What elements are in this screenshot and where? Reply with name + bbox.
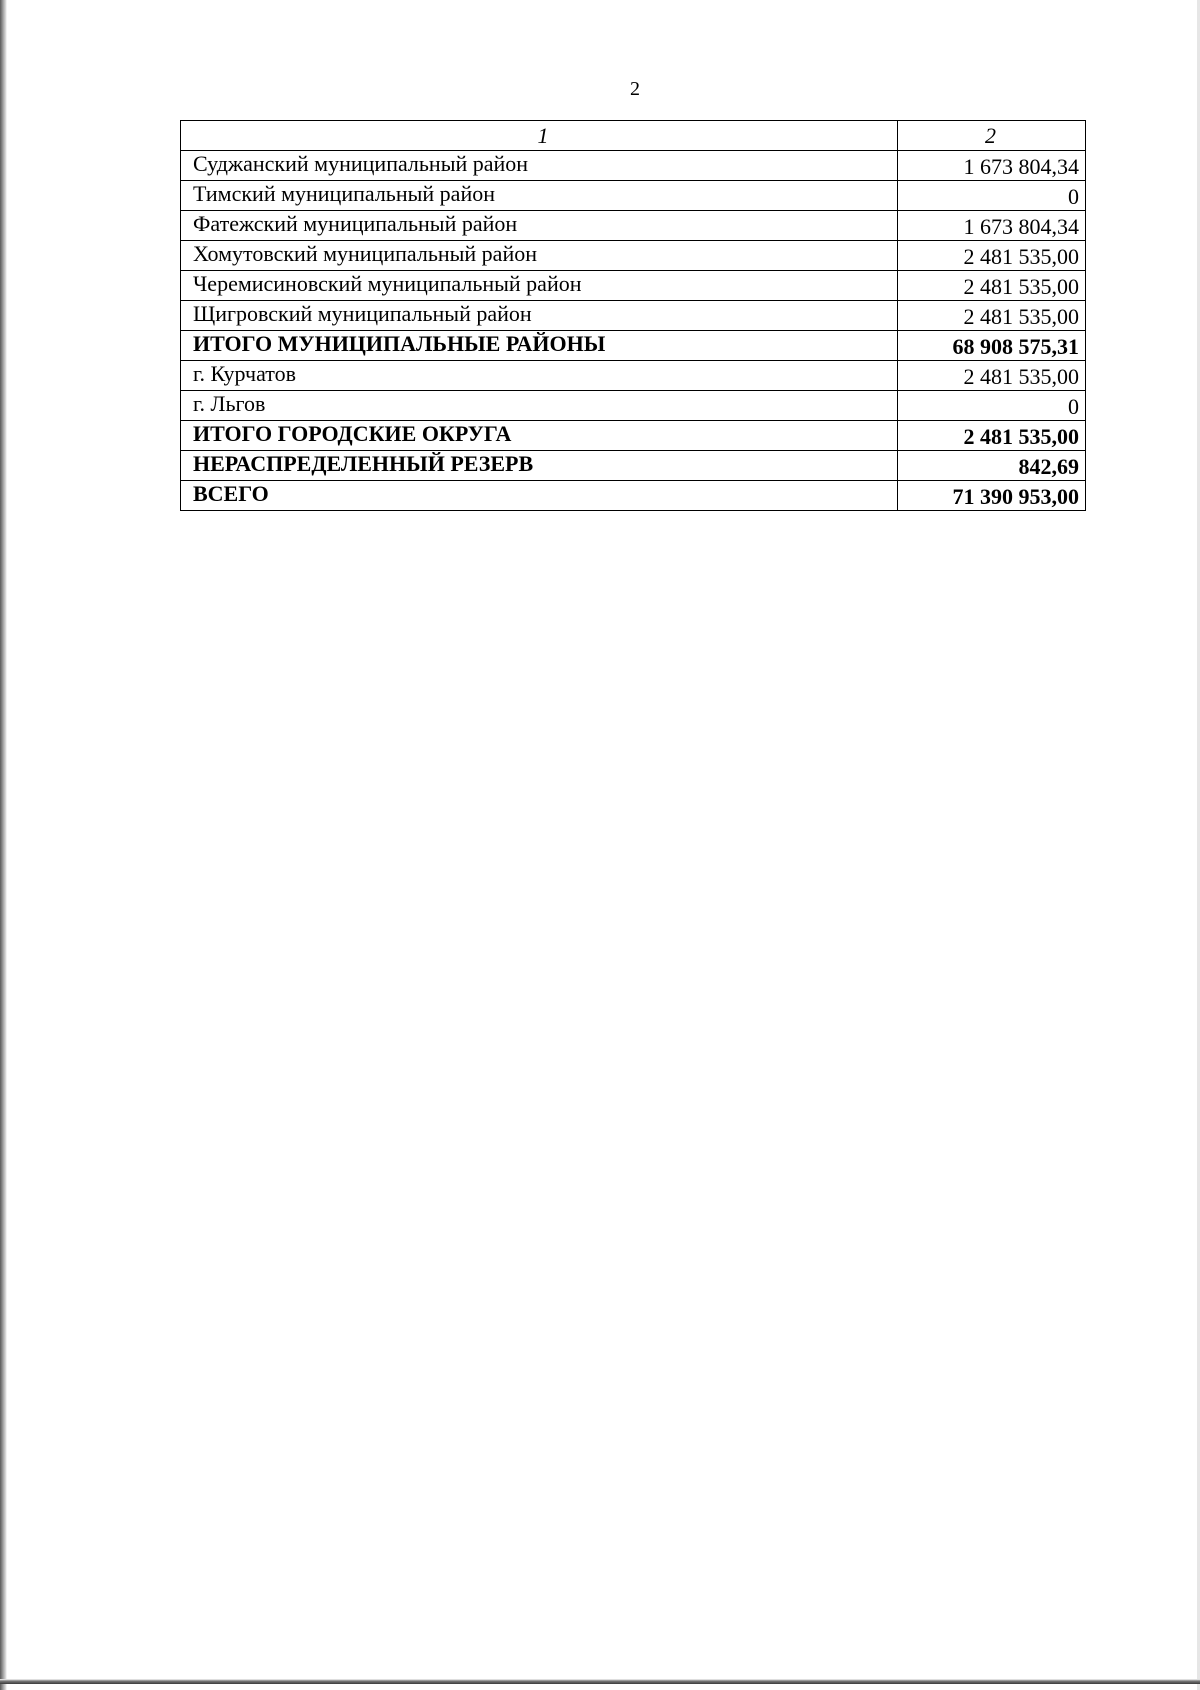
row-name: Фатежский муниципальный район [181,211,898,241]
table-row [181,391,1086,421]
column-header-1: 1 [181,121,898,151]
row-name: Хомутовский муниципальный район [181,241,898,271]
scan-edge-bottom [0,1679,1200,1684]
table-row [181,181,1086,211]
table-row [181,241,1086,271]
row-name: г. Льгов [181,391,898,421]
row-name: Тимский муниципальный район [181,181,898,211]
table-row [181,301,1086,331]
row-value: 1 673 804,34 [898,211,1086,241]
table-row [181,211,1086,241]
row-value: 71 390 953,00 [898,481,1086,511]
grand-total-row [181,481,1086,511]
row-value: 2 481 535,00 [898,421,1086,451]
table-row [181,151,1086,181]
table-header-row [181,121,1086,151]
scan-edge-left [0,0,7,1690]
row-name: Черемисиновский муниципальный район [181,271,898,301]
row-value: 0 [898,391,1086,421]
row-name: ВСЕГО [181,481,898,511]
column-header-2: 2 [898,121,1086,151]
row-name: Суджанский муниципальный район [181,151,898,181]
row-value: 2 481 535,00 [898,361,1086,391]
row-name: Щигровский муниципальный район [181,301,898,331]
row-name: г. Курчатов [181,361,898,391]
row-value: 0 [898,181,1086,211]
table-row [181,271,1086,301]
row-value: 2 481 535,00 [898,301,1086,331]
table-row [181,361,1086,391]
row-value: 1 673 804,34 [898,151,1086,181]
subtotal-row-municipal-districts [181,331,1086,361]
row-value: 68 908 575,31 [898,331,1086,361]
allocation-table [180,120,1086,511]
row-name: ИТОГО ГОРОДСКИЕ ОКРУГА [181,421,898,451]
row-value: 2 481 535,00 [898,241,1086,271]
row-value: 2 481 535,00 [898,271,1086,301]
subtotal-row-city-districts [181,421,1086,451]
unallocated-reserve-row [181,451,1086,481]
row-value: 842,69 [898,451,1086,481]
row-name: НЕРАСПРЕДЕЛЕННЫЙ РЕЗЕРВ [181,451,898,481]
row-name: ИТОГО МУНИЦИПАЛЬНЫЕ РАЙОНЫ [181,331,898,361]
page-number: 2 [630,78,640,100]
